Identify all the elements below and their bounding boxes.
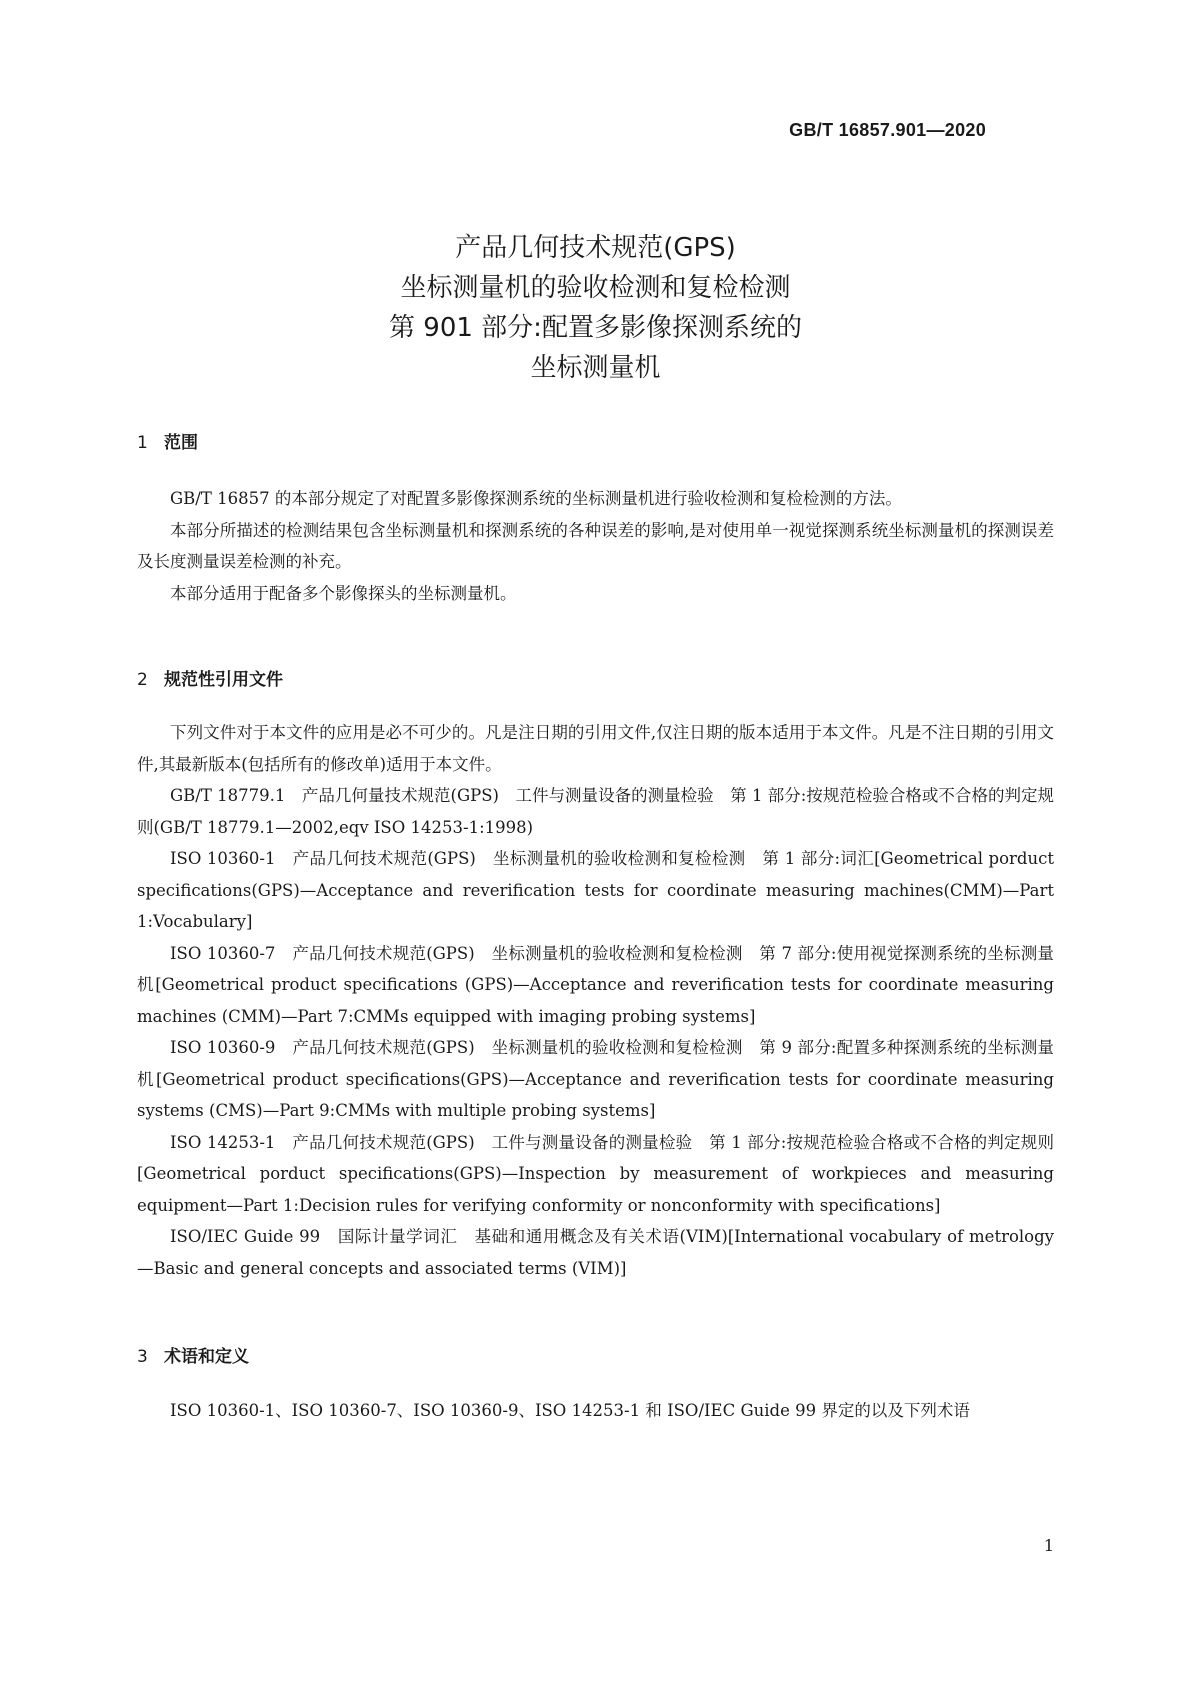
page-number: 1 [1043, 1536, 1054, 1555]
section-number: 3 [137, 1347, 148, 1367]
paragraph: GB/T 16857 的本部分规定了对配置多影像探测系统的坐标测量机进行验收检测和复检检测的方法。 [170, 489, 902, 508]
document-title [0, 228, 1191, 388]
paragraph: 下列文件对于本文件的应用是必不可少的。凡是注日期的引用文件,仅注日期的版本适用于本文件。凡是不注日期的引用文件,其最新版本(包括所有的修改单)适用于本文件。 [137, 723, 1054, 774]
reference-item: ISO 14253-1 产品几何技术规范(GPS) 工件与测量设备的测量检验 第 1 部分:按规范检验合格或不合格的判定规则[Geometrical porduct specifications(GPS)—Inspection by measurement of workpieces and measuring equipment—Part 1:Decision rules for verifying conformity or nonconformity with specifications] [137, 1132, 1054, 1215]
title-line: 产品几何技术规范(GPS) [455, 233, 736, 263]
section-1-heading [137, 428, 198, 453]
standard-code: GB/T 16857.901—2020 [789, 120, 986, 140]
section-number: 2 [137, 670, 148, 690]
reference-item: ISO 10360-1 产品几何技术规范(GPS) 坐标测量机的验收检测和复检检测 第 1 部分:词汇[Geometrical porduct specifications(GPS)—Acceptance and reverification tests for coordinate measuring machines(CMM)—Part 1:Vocabulary] [137, 849, 1054, 931]
section-2-body [137, 717, 1054, 1284]
section-1-body [137, 483, 1054, 609]
section-title: 规范性引用文件 [164, 670, 283, 690]
section-3-heading [137, 1342, 249, 1367]
section-3-body [137, 1395, 1054, 1427]
paragraph: 本部分所描述的检测结果包含坐标测量机和探测系统的各种误差的影响,是对使用单一视觉探测系统坐标测量机的探测误差及长度测量误差检测的补充。 [137, 520, 1054, 571]
paragraph: 本部分适用于配备多个影像探头的坐标测量机。 [170, 583, 517, 603]
reference-item: ISO/IEC Guide 99 国际计量学词汇 基础和通用概念及有关术语(VIM)[International vocabulary of metrology—Basic and general concepts and associated terms (VIM)] [137, 1227, 1054, 1278]
section-2-heading [137, 665, 283, 690]
reference-item: ISO 10360-9 产品几何技术规范(GPS) 坐标测量机的验收检测和复检检测 第 9 部分:配置多种探测系统的坐标测量机[Geometrical product specifications(GPS)—Acceptance and reverification tests for coordinate measuring systems (CMS)—Part 9:CMMs with multiple probing systems] [137, 1038, 1054, 1120]
reference-item: ISO 10360-7 产品几何技术规范(GPS) 坐标测量机的验收检测和复检检测 第 7 部分:使用视觉探测系统的坐标测量机[Geometrical product specifications (GPS)—Acceptance and reverification tests for coordinate measuring machines (CMM)—Part 7:CMMs equipped with imaging probing systems] [137, 943, 1054, 1026]
section-title: 范围 [164, 433, 198, 453]
paragraph: ISO 10360-1、ISO 10360-7、ISO 10360-9、ISO 14253-1 和 ISO/IEC Guide 99 界定的以及下列术语 [170, 1401, 970, 1420]
title-line: 第 901 部分:配置多影像探测系统的 [389, 313, 802, 343]
title-line: 坐标测量机 [530, 353, 661, 383]
reference-item: GB/T 18779.1 产品几何量技术规范(GPS) 工件与测量设备的测量检验 第 1 部分:按规范检验合格或不合格的判定规则(GB/T 18779.1—2002,eqv ISO 14253-1:1998) [137, 786, 1054, 837]
section-title: 术语和定义 [164, 1347, 249, 1367]
section-number: 1 [137, 433, 148, 453]
title-line: 坐标测量机的验收检测和复检检测 [400, 273, 791, 303]
